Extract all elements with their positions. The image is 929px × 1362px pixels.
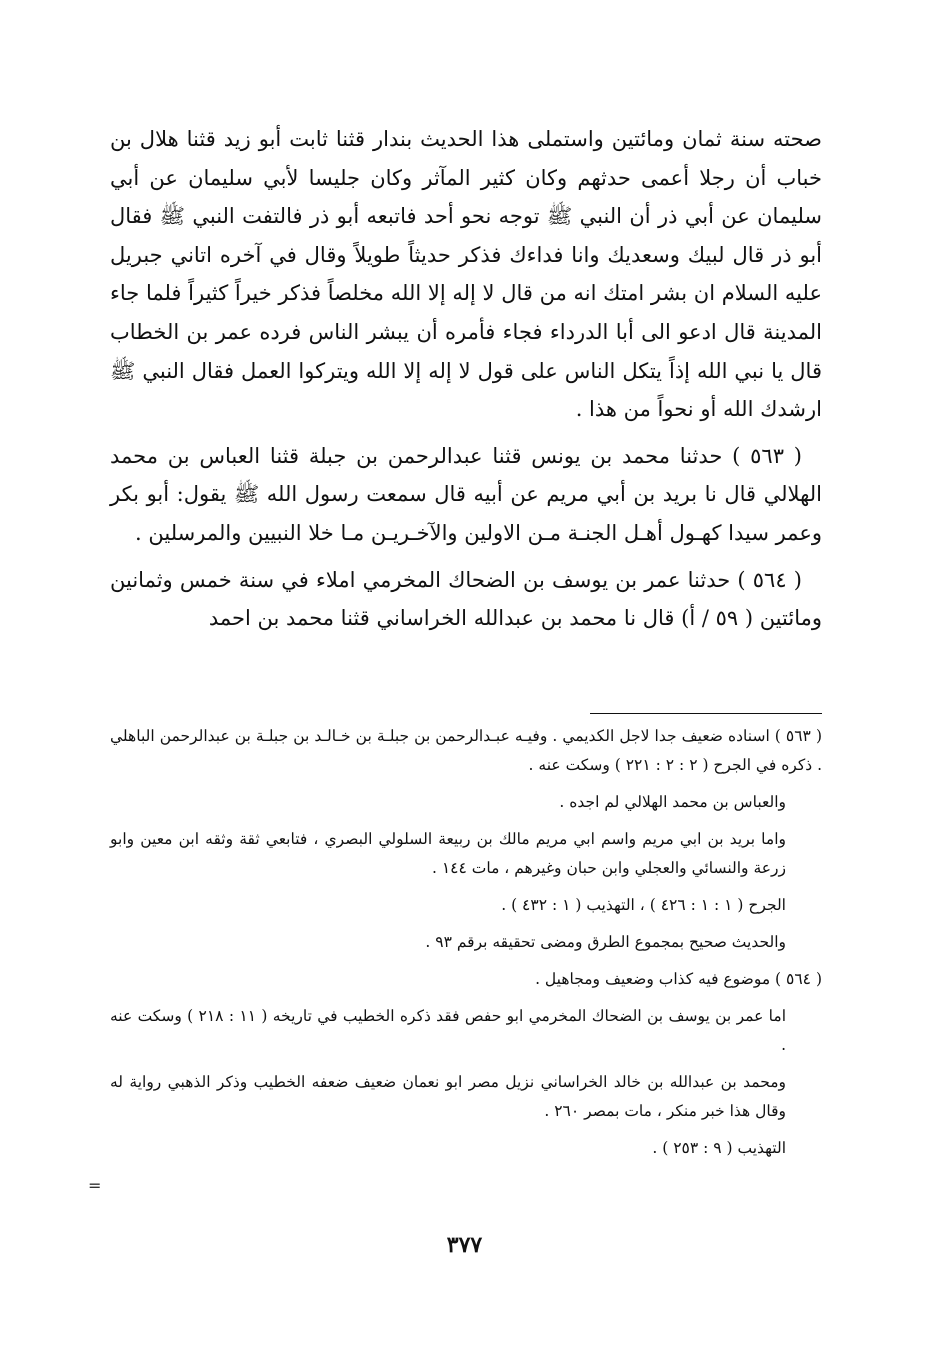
footnote-text: الجرح ( ١ : ١ : ٤٢٦ ) ، التهذيب ( ١ : ٤٣٢ ) . (501, 896, 786, 914)
footnote-text: واما بريد بن ابي مريم واسم ابي مريم مالك بن ربيعة السلولي البصري ، فتابعي ثقة وثقه ابن معين وابو زرعة والنسائي والعجلي وابن حبان وغيرهم ، مات ١٤٤ . (110, 830, 786, 877)
footnote-564: ( ٥٦٤ ) موضوع فيه كذاب وضعيف ومجاهيل . (535, 970, 822, 988)
footnote-text: والحديث صحيح بمجموع الطرق ومضى تحقيقه برقم ٩٣ . (425, 933, 786, 951)
footnote-text: اما عمر بن يوسف بن الضحاك المخرمي ابو حفص فقد ذكره الخطيب في تاريخه ( ١١ : ٢١٨ ) وسكت عنه . (110, 1007, 786, 1054)
hadith-564: ( ٥٦٤ ) حدثنا عمر بن يوسف بن الضحاك المخرمي املاء في سنة خمس وثمانين ومائتين ( ٥٩ / أ) قال نا محمد بن عبدالله الخراساني قثنا محمد بن احمد (110, 567, 822, 631)
footnote-separator (590, 713, 822, 714)
main-text (110, 120, 822, 646)
main-paragraph: صحته سنة ثمان ومائتين واستملى هذا الحديث بندار قثنا ثابت أبو زيد قثنا هلال بن خباب أن رجلا أعمى حدثهم وكان كثير المآثر وكان جليسا لأبي سليمان عن أبي سليمان عن أبي ذر أن النبي ﷺ توجه نحو أحد فاتبعه أبو ذر فالتفت النبي ﷺ فقال أبو ذر قال لبيك وسعديك وانا فداءك فذكر حديثاً طويلاً وقال في آخره اتاني جبريل عليه السلام ان بشر امتك انه من قال لا إله إلا الله مخلصاً فذكر خيراً كثيراً فلما جاء المدينة قال ادعو الى أبا الدرداء فجاء فأمره أن يبشر الناس فرده عمر بن الخطاب قال يا نبي الله إذاً يتكل الناس على قول لا إله إلا الله ويتركوا العمل فقال النبي ﷺ ارشدك الله أو نحواً من هذا . (110, 127, 822, 422)
footnote-text: التهذيب ( ٩ : ٢٥٣ ) . (652, 1139, 786, 1157)
margin-mark: = (88, 1176, 102, 1195)
footnotes (110, 722, 822, 1171)
hadith-563: ( ٥٦٣ ) حدثنا محمد بن يونس قثنا عبدالرحمن بن جبلة قثنا العباس بن محمد الهلالي قال نا بريد بن أبي مريم عن أبيه قال سمعت رسول الله ﷺ يقول: أبو بكر وعمر سيدا كهـول أهـل الجنـة مـن الاولين والآخـريـن مـا خلا النبيين والمرسلين . (110, 443, 822, 545)
footnote-text: والعباس بن محمد الهلالي لم اجده . (559, 793, 786, 811)
page-number: ٣٧٧ (446, 1232, 483, 1258)
footnote-text: ومحمد بن عبدالله بن خالد الخراساني نزيل مصر ابو نعمان ضعيف ضعفه الخطيب وذكر الذهبي رواية له وقال هذا خبر منكر ، مات بمصر ٢٦٠ . (110, 1073, 786, 1120)
footnote-563: ( ٥٦٣ ) اسناده ضعيف جدا لاجل الكديمي . وفيـه عبـدالرحمن بن جبلـة بن خـالـد بن جبلـة بن عبدالرحمن الباهلي . ذكره في الجرح ( ٢ : ٢ : ٢٢١ ) وسكت عنه . (110, 727, 822, 774)
